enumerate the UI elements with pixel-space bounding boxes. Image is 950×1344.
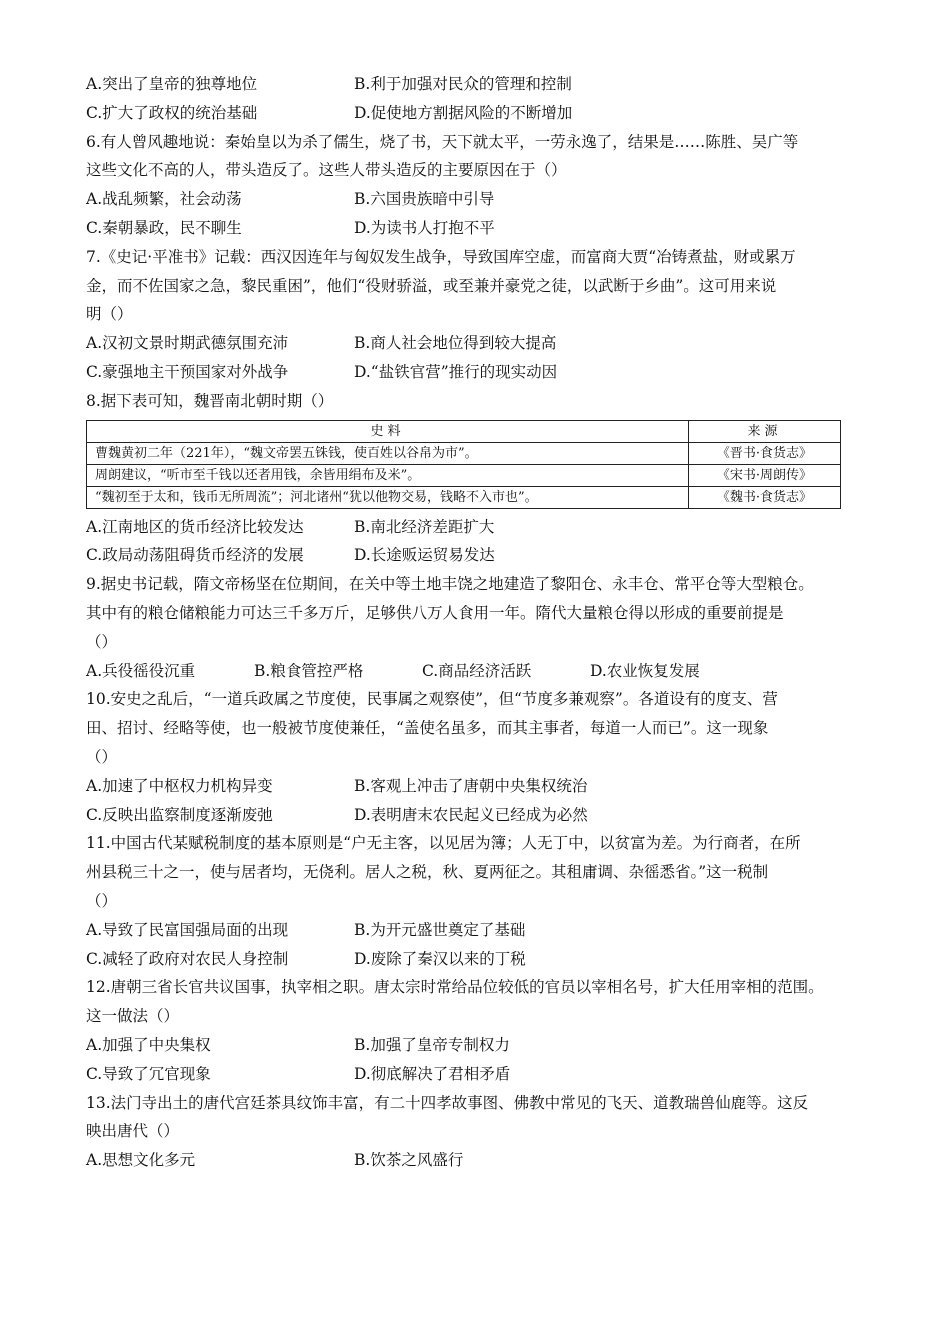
q10-option-d: D.表明唐末农民起义已经成为必然: [354, 805, 588, 824]
table-header-source: 来源: [689, 420, 841, 442]
q12-options-row-2: [86, 1060, 866, 1089]
table-header-material: 史料: [87, 420, 689, 442]
q8-options-row-2: [86, 541, 866, 570]
q5-option-a: A.突出了皇帝的独尊地位: [86, 75, 258, 93]
q8-option-b: B.南北经济差距扩大: [354, 517, 495, 536]
q5-option-c: C.扩大了政权的统治基础: [86, 103, 258, 122]
q11-stem-line-3: （）: [86, 891, 118, 910]
table-cell-material: 曹魏黄初二年（221年），“魏文帝罢五铢钱，使百姓以谷帛为市”。: [87, 442, 689, 464]
table-cell-material: 周朗建议，“听市至千钱以还者用钱，余皆用绢布及米”。: [87, 464, 689, 486]
q6-option-a: A.战乱频繁，社会动荡: [86, 190, 242, 209]
q11-option-d: D.废除了秦汉以来的丁税: [354, 949, 526, 968]
table-cell-source: 《晋书·食货志》: [689, 442, 841, 464]
q6-option-b: B.六国贵族暗中引导: [354, 190, 495, 209]
q7-stem-line-1: 7.《史记·平准书》记载：西汉因连年与匈奴发生战争，导致国库空虚，而富商大贾“冶铸煮盐，财或累万: [86, 247, 796, 266]
q10-stem-line-3: （）: [86, 747, 118, 766]
q11-stem-line-2: 州县税三十之一，使与居者均，无侥利。居人之税，秋、夏两征之。其租庸调、杂徭悉省。”这一税制: [86, 863, 769, 882]
q7-stem-line-3: 明（）: [86, 305, 133, 324]
q12-options-row-1: [86, 1031, 866, 1060]
q12-option-b: B.加强了皇帝专制权力: [354, 1035, 510, 1054]
q12-stem-line-2: 这一做法（）: [86, 1007, 180, 1026]
q11-option-a: A.导致了民富国强局面的出现: [86, 920, 289, 939]
q7-option-b: B.商人社会地位得到较大提高: [354, 334, 557, 353]
q6-stem-line-2: 这些文化不高的人，带头造反了。这些人带头造反的主要原因在于（）: [86, 161, 567, 180]
q9-option-b: B.粮食管控严格: [254, 661, 364, 680]
table-cell-source: 《宋书·周朗传》: [689, 464, 841, 486]
table-row: [87, 464, 841, 486]
q12-option-a: A.加强了中央集权: [86, 1035, 211, 1054]
q8-option-d: D.长途贩运贸易发达: [354, 546, 495, 565]
q9-stem-line-2: 其中有的粮仓储粮能力可达三千多万斤，足够供八万人食用一年。隋代大量粮仓得以形成的重要前提是: [86, 603, 784, 622]
table-header-row: [87, 420, 841, 442]
q10-option-c: C.反映出监察制度逐渐废弛: [86, 805, 273, 824]
q6-option-d: D.为读书人打抱不平: [354, 218, 495, 237]
table-cell-material: “魏初至于太和，钱币无所周流”；河北诸州“犹以他物交易，钱略不入市也”。: [87, 486, 689, 508]
q9-option-d: D.农业恢复发展: [590, 661, 700, 680]
q12-option-c: C.导致了冗官现象: [86, 1064, 211, 1083]
q9-options-row: [86, 657, 866, 686]
q13-option-a: A.思想文化多元: [86, 1151, 196, 1170]
q13-stem-line-2: 映出唐代（）: [86, 1122, 180, 1141]
q9-stem-line-1: 9.据史书记载，隋文帝杨坚在位期间，在关中等土地丰饶之地建造了黎阳仓、永丰仓、常平仓等大型粮仓。: [86, 575, 814, 594]
q5-option-d: D.促使地方割据风险的不断增加: [354, 103, 573, 122]
q9-stem-line-3: （）: [86, 632, 118, 651]
q7-options-row-1: [86, 329, 866, 358]
q10-options-row-1: [86, 772, 866, 801]
q7-option-d: D.“盐铁官营”推行的现实动因: [354, 362, 558, 381]
exam-page: [86, 70, 866, 1175]
q9-option-c: C.商品经济活跃: [422, 661, 532, 680]
q11-stem-line-1: 11.中国古代某赋税制度的基本原则是“户无主客，以见居为簿；人无丁中，以贫富为差。为行商者，在所: [86, 834, 801, 853]
q12-option-d: D.彻底解决了君相矛盾: [354, 1064, 511, 1083]
q10-stem-line-2: 田、招讨、经略等使，也一般被节度使兼任，“盖使名虽多，而其主事者，每道一人而已”。这一现象: [86, 719, 769, 738]
q13-stem-line-1: 13.法门寺出土的唐代宫廷茶具纹饰丰富，有二十四孝故事图、佛教中常见的飞天、道教瑞兽仙鹿等。这反: [86, 1093, 809, 1112]
table-row: [87, 486, 841, 508]
table-cell-source: 《魏书·食货志》: [689, 486, 841, 508]
q6-stem-line-1: 6.有人曾风趣地说：秦始皇以为杀了儒生，烧了书，天下就太平，一劳永逸了，结果是……陈胜、吴广等: [86, 132, 799, 151]
q6-option-c: C.秦朝暴政，民不聊生: [86, 218, 242, 237]
q5-options-row-2: [86, 99, 866, 128]
q5-options-row-1: [86, 70, 866, 99]
q7-option-c: C.豪强地主干预国家对外战争: [86, 362, 289, 381]
q8-stem: 8.据下表可知，魏晋南北朝时期（）: [86, 391, 334, 410]
q10-option-a: A.加速了中枢权力机构异变: [86, 776, 273, 795]
q8-options-row-1: [86, 513, 866, 542]
q13-option-b: B.饮茶之风盛行: [354, 1151, 464, 1170]
q8-option-a: A.江南地区的货币经济比较发达: [86, 517, 304, 536]
q7-options-row-2: [86, 358, 866, 387]
q10-option-b: B.客观上冲击了唐朝中央集权统治: [354, 776, 588, 795]
q13-options-row-1: [86, 1146, 866, 1175]
q7-stem-line-2: 金，而不佐国家之急，黎民重困”，他们“役财骄溢，或至兼并豪党之徒，以武断于乡曲”。这可用来说: [86, 276, 777, 295]
q10-options-row-2: [86, 801, 866, 830]
q11-options-row-2: [86, 945, 866, 974]
table-row: [87, 442, 841, 464]
q11-option-c: C.减轻了政府对农民人身控制: [86, 949, 289, 968]
q12-stem-line-1: 12.唐朝三省长官共议国事，执宰相之职。唐太宗时常给品位较低的官员以宰相名号，扩大任用宰相的范围。: [86, 978, 824, 997]
q10-stem-line-1: 10.安史之乱后，“一道兵政属之节度使，民事属之观察使”，但“节度多兼观察”。各道设有的度支、营: [86, 690, 778, 709]
q7-option-a: A.汉初文景时期武德氛围充沛: [86, 334, 289, 353]
q5-option-b: B.利于加强对民众的管理和控制: [354, 75, 572, 93]
q8-source-table: [86, 420, 841, 509]
q8-option-c: C.政局动荡阻碍货币经济的发展: [86, 546, 304, 565]
q11-options-row-1: [86, 916, 866, 945]
q6-options-row-2: [86, 214, 866, 243]
q9-option-a: A.兵役徭役沉重: [86, 661, 196, 680]
q11-option-b: B.为开元盛世奠定了基础: [354, 920, 526, 939]
q6-options-row-1: [86, 185, 866, 214]
